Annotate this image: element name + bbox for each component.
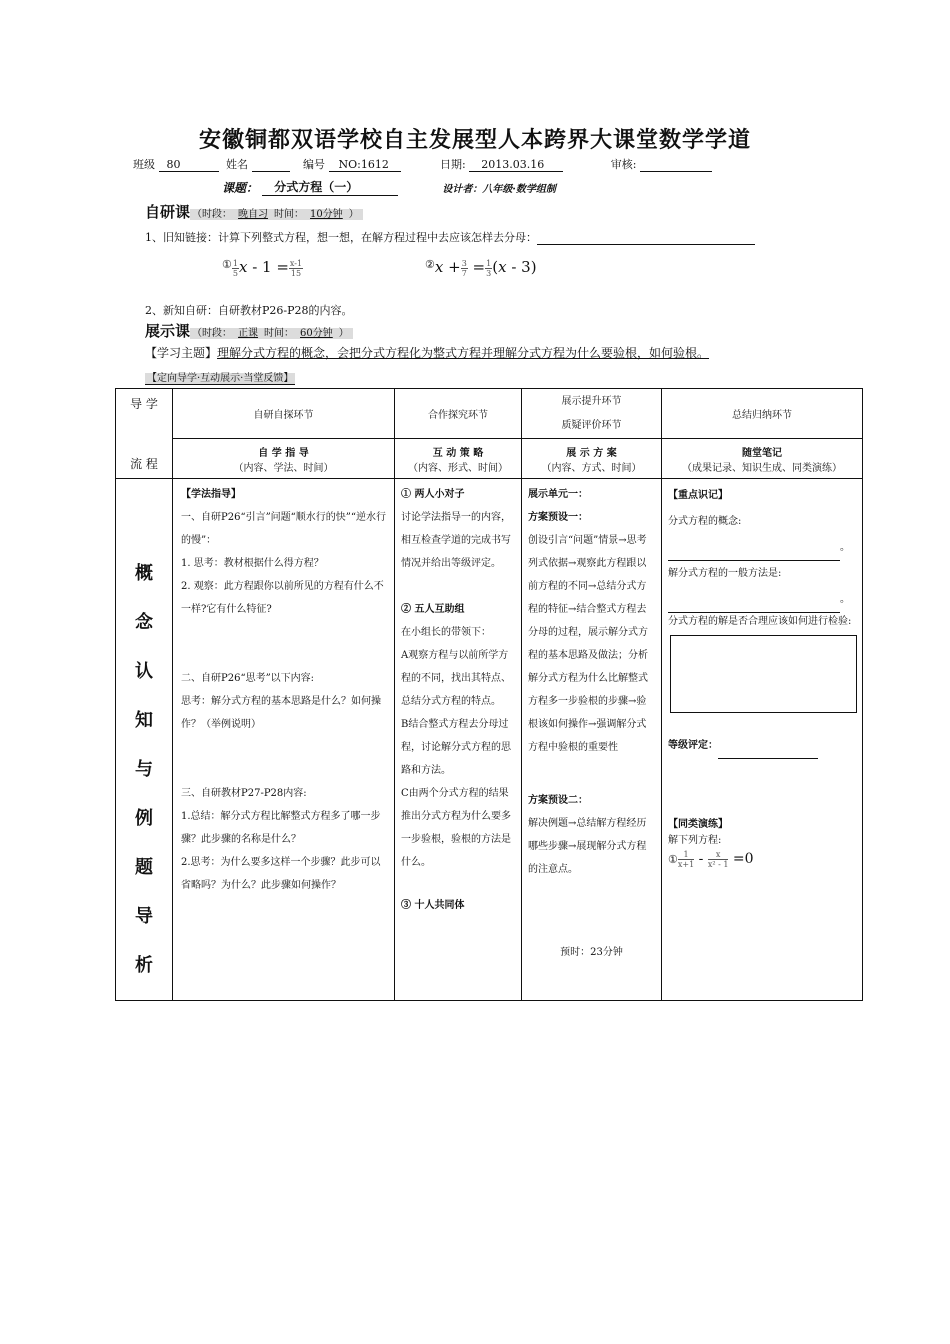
flow-header: 导 学 流 程	[116, 389, 173, 479]
class-field[interactable]: 80	[159, 158, 219, 172]
date-field[interactable]: 2013.03.16	[469, 158, 563, 172]
page-title: 安徽铜都双语学校自主发展型人本跨界大课堂数学学道	[198, 127, 751, 153]
section-vertical-title: 概 念 认 知 与 例 题 导 析	[116, 479, 173, 1001]
sub-cooperation: 互 动 策 略 （内容、形式、时间）	[395, 439, 522, 479]
show-header	[145, 320, 353, 341]
self-study-heading: 自研课	[145, 203, 191, 221]
presentation-plan: 展示单元一： 方案预设一： 创设引言“问题”情景→思考列式依据→观察此方程跟以前方程的不同→总结分式方程的特征→结合整式方程去分母的过程，展示解分式方程的基本思路及做法；分析解分式方程为什么比解整式方程多一步验根的步骤→验根该如何操作→强调解分式方程中验根的重要性 方案预设二： 解决例题→总结解方程经历哪些步骤→展现解分式方程的注意点。 预时：23分钟	[522, 479, 662, 1001]
self-study-header	[145, 201, 363, 222]
col-self-study: 自研自探环节	[173, 389, 395, 439]
review-field[interactable]	[640, 171, 712, 172]
lesson-label: 课题：	[222, 181, 259, 195]
class-notes: 【重点识记】 分式方程的概念: 。 解分式方程的一般方法是: 。 分式方程的解是否合理应该如何进行检验: 等级评定： 【同类演练】 解下列方程: ① $\frac{1}{x+1}$ - $\frac{x}{\text{x² - 1}}$ =0	[662, 479, 863, 1001]
teaching-mode: 【定向导学·互动展示·当堂反馈】	[147, 373, 294, 384]
number-label: 编号	[303, 158, 325, 171]
lesson-line	[222, 178, 556, 196]
show-heading: 展示课	[145, 322, 191, 340]
col-summary: 总结归纳环节	[662, 389, 863, 439]
meta-line	[133, 156, 712, 172]
self-study-item-2: 2、新知自研：自研教材P26-P28的内容。	[145, 304, 353, 317]
practice-equation: ① $\frac{1}{x+1}$ - $\frac{x}{\text{x² - 1}}$ =0	[668, 849, 754, 869]
answer-field[interactable]	[537, 244, 755, 245]
self-study-time: （时段： 晚自习 时间： 10分钟 ）	[190, 209, 363, 220]
equation-2: ②x + $\frac{3}{7}$ = $\frac{1}{3}$ (x - 3)	[425, 258, 537, 278]
col-cooperation: 合作探究环节	[395, 389, 522, 439]
name-label: 姓名	[226, 158, 248, 171]
sub-summary: 随堂笔记 （成果记录、知识生成、同类演练）	[662, 439, 863, 479]
lesson-designer: 设计者：八年级·数学组制	[442, 184, 556, 195]
learning-theme: 【学习主题】理解分式方程的概念，会把分式方程化为整式方程并理解分式方程为什么要验根，如何验根。	[145, 346, 710, 360]
lesson-topic: 分式方程（一）	[262, 178, 398, 196]
cooperation-strategy: ① 两人小对子 讨论学法指导一的内容，相互检查学道的完成书写情况并给出等级评定。 ② 五人互助组 在小组长的带领下： A观察方程与以前所学方程的不同，找出其特点、总结分式方程的特点。 B结合整式方程去分母过程，讨论解分式方程的思路和方法。 C由两个分式方程的结果推出分式方程为什么要多一步验根，验根的方法是什么。 ③ 十人共同体	[395, 479, 522, 1001]
self-study-guide: 【学法指导】 一、自研P26“引言”问题“顺水行的快”“逆水行的慢”： 1. 思考：教材根据什么得方程？ 2. 观察：此方程跟你以前所见的方程有什么不一样?它有什么特征? 二、自研P26“思考”以下内容: 思考：解分式方程的基本思路是什么？如何操作？（举例说明） 三、自研教材P27-P28内容: 1.总结：解分式方程比解整式方程多了哪一步骤？此步骤的名称是什么？ 2.思考：为什么要多这样一个步骤？此步可以省略吗？为什么？此步骤如何操作？	[173, 479, 395, 1001]
check-answer-box[interactable]	[670, 635, 857, 713]
grade-field[interactable]	[718, 758, 818, 759]
equation-1: ① $\frac{1}{5}$ x - 1 = $\frac{x-1}{15}$	[222, 258, 303, 278]
lesson-table	[115, 388, 863, 1001]
class-label: 班级	[133, 158, 155, 171]
date-label: 日期:	[440, 158, 466, 171]
name-field[interactable]	[252, 171, 290, 172]
self-study-item-1: 1、旧知链接：计算下列整式方程，想一想，在解方程过程中去应该怎样去分母：	[145, 229, 755, 245]
sub-self-study: 自 学 指 导 （内容、学法、时间）	[173, 439, 395, 479]
col-presentation: 展示提升环节 质疑评价环节	[522, 389, 662, 439]
show-time: （时段： 正课 时间： 60分钟 ）	[190, 328, 353, 339]
sub-presentation: 展 示 方 案 （内容、方式、时间）	[522, 439, 662, 479]
review-label: 审核:	[610, 158, 637, 171]
number-field[interactable]: NO:1612	[329, 158, 401, 172]
